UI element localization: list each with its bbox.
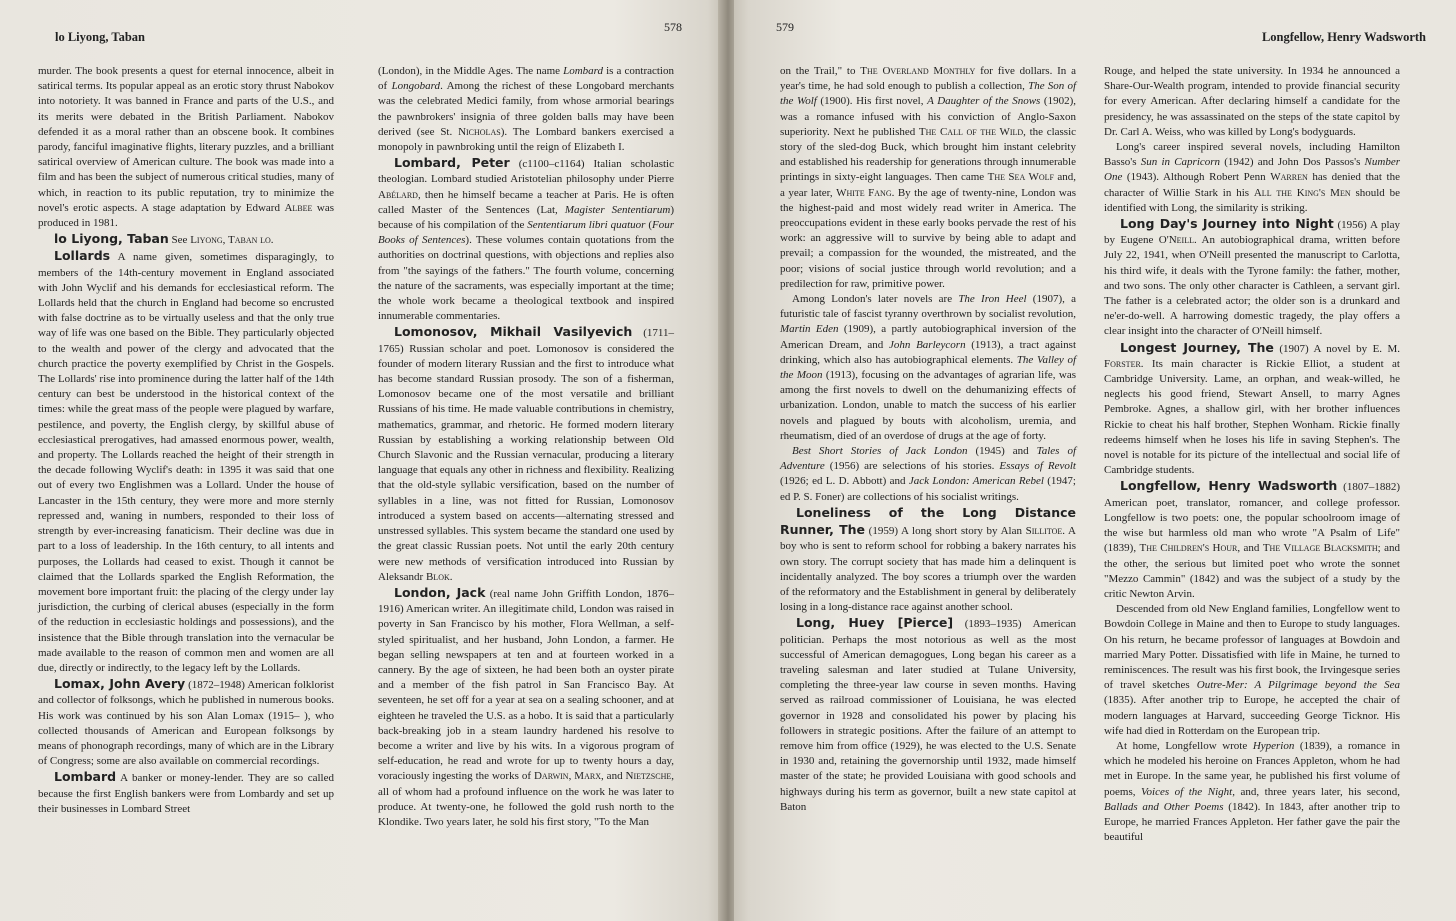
continued-text: Rouge, and helped the state university. In 1934 he announced a Share-Our-Wealth program, intended to provide financial security for every American. After declaring himself a candidate for the presidency, he was assassinated on the steps of the state capitol by Dr. Carl A. Weiss, who was killed by Long's bodyguards. <box>1104 65 1400 138</box>
entry-headword: Long Day's Journey into Night <box>1120 216 1334 232</box>
continued-text: murder. The book presents a quest for eternal innocence, albeit in satirical terms. Its popular appeal as an erotic story thrust Nabokov into notoriety. It was banned in France and parts of the U.S., and its merits were debated in the British Parliament. Nabokov defended it as a moral rather than an obscene book. It combines parody, fanciful imaginative flights, literary puzzles, and a brilliant satirical overview of American culture. The book was made into a film and has been the subject of numerous critical studies, many of which, in reaction to its public reputation, try to minimize the novel's erotic aspects. A stage adaptation by Edward Albee was produced in 1981. <box>38 65 334 230</box>
running-head: Longfellow, Henry Wadsworth <box>1261 30 1426 44</box>
continued-text: (London), in the Middle Ages. The name Lombard is a contraction of Longobard. Among the richest of these Longobard merchants was the celebrated Medici family, from whose armorial bearings the pawnbrokers' insignia of three golden balls may have been derived (see St. Nicholas). The Lombard bankers exercised a monopoly in pawnbroking until the reign of Elizabeth I. <box>378 65 674 154</box>
entry-body: A name given, sometimes disparagingly, to members of the 14th-century movement in England associated with John Wyclif and his demands for ecclesiastical reform. The Lollards held that the church in England had become so encrusted with false doctrine as to be virtually useless and that the only true way of life was one based on the Bible. They particularly objected to the wealth and power of the clergy and advocated that the church practice the poverty exemplified by Christ in the Gospels. The Lollards' rise into prominence during the latter half of the 14th century can best be understood in the historical context of the times: while the great mass of the people were plagued by warfare, pestilence, and poverty, the English clergy, by skillful abuse of ecclesiastical prerogatives, had amassed enormous power, wealth, and property. The Lollards reached the height of their strength in the decade following Wyclif's death: in 1395 it was said that one out of every two Englishmen was a Lollard. Under the house of Lancaster in the 15th century, they were more and more sternly repressed and, waning in numbers, responded to their loss of strength by ever-increasing fanaticism. Their decline was due in part to a loss of leadership. In the 16th century, to all intents and purposes, the Lollards had ceased to exist. Though it cannot be claimed that the Lollards sparked the English Reformation, the movement bore important fruit: the placing of the clergy under lay jurisdiction, the curbing of clerical abuses (especially in the form of the reduction in ecclesiastic holdings and possessions), and the insistence that the Bible through translation into the vernacular be made available to the reason of common men and women are all due, directly or indirectly, to the legacy left by the Lollards. <box>38 251 334 674</box>
dictionary-entry <box>38 769 334 817</box>
dictionary-entry <box>378 585 674 830</box>
entry-headword: Lombard <box>54 769 117 785</box>
entry-body: (1872–1948) American folklorist and collector of folksongs, which he published in numerous books. His work was continued by his son Alan Lomax (1915– ), who collected thousands of American and European folksongs by means of phonograph recordings, many of which are in the Library of Congress; some are also available on commercial recordings. <box>38 679 334 768</box>
dictionary-entry <box>1104 340 1400 479</box>
entry-headword: London, Jack <box>394 584 486 600</box>
left-page <box>0 0 722 921</box>
entry-body: (c1100–c1164) Italian scholastic theologian. Lombard studied Aristotelian philosophy under Pierre Abélard, then he himself became a teacher at Paris. He is often called Master of the Sentences (Lat, Magister Sententiarum) because of his compilation of the Sententiarum libri quatuor (Four Books of Sentences). These volumes contain quotations from the authorities on doctrinal questions, with objections and replies also from "the sayings of the fathers." The fourth volume, concerning the nature of the sacraments, was especially important at the time; the whole work became a theological textbook and inspired innumerable commentaries. <box>378 158 674 323</box>
entry-headword: Longest Journey, The <box>1120 339 1274 355</box>
entry-headword: Loneliness of the Long Distance Runner, The <box>780 504 1076 538</box>
dictionary-entry <box>1104 216 1400 340</box>
running-head: lo Liyong, Taban <box>55 30 145 44</box>
entry-body: (1959) A long short story by Alan Sillitoe. A boy who is sent to reform school for robbing a bakery narrates his own story. The corrupt society that has made him a delinquent is incidentally analyzed. The boy scores a triumph over the warden of the reformatory and the Establishment in general by deliberately losing in a long-distance race against another school. <box>780 525 1076 614</box>
entry-body: (1711–1765) Russian scholar and poet. Lomonosov is considered the founder of modern literary Russian and the first to introduce what has become standard Russian prosody. The son of a fisherman, Lomonosov became one of the most versatile and brilliant Russians of his time. He made valuable contributions in chemistry, mathematics, grammar, and rhetoric. He formed modern literary Russian by establishing a working relationship between Old Church Slavonic and the Russian vernacular, producing a literary language that equals any other in richness and flexibility. Realizing that the old-style syllabic versification, based on the number of syllables in a line, was not fitted for Russian, Lomonosov introduced a system based on accents—alternating stressed and unstressed syllables. This system became the standard one used by the great classic Russian poets. Not until the early 20th century were new methods of versification introduced into Russian by Aleksandr Blok. <box>378 327 674 583</box>
entry-body: A banker or money-lender. They are so called because the first English bankers were from Lombardy and set up their businesses in Lombard Street <box>38 772 334 815</box>
entry-body: (real name John Griffith London, 1876–1916) American writer. An illegitimate child, London was raised in poverty in San Francisco by his mother, Flora Wellman, a self-styled spiritualist, and her husband, John London, a farmer. He began selling newspapers at ten and at fourteen worked in a cannery. By the age of sixteen, he had been both an oyster pirate and a member of the fish patrol in San Francisco Bay. At seventeen, he set off for a year at sea on a sealing schooner, and at eighteen he traveled the U.S. as a hobo. It is said that a particularly back-breaking job in a steam laundry hardened his resolve to become a writer and live by his wits. In a vigorous program of self-education, he read and wrote for up to twenty hours a day, voraciously ingesting the works of Darwin, Marx, and Nietzsche, all of whom had a profound influence on the work he was later to produce. At twenty-one, he followed the gold rush north to the Klondike. Two years later, he sold his first story, "To the Man <box>378 587 675 828</box>
entry-body: See Liyong, Taban lo. <box>168 234 274 247</box>
entry-paragraph: Among London's later novels are The Iron Heel (1907), a futuristic tale of fascist tyranny overthrown by socialist revolution, Martin Eden (1909), a partly autobiographical inversion of the American Dream, and John Barleycorn (1913), a tract against drinking, which also has autobiographical elements. The Valley of the Moon (1913), focusing on the advantages of agrarian life, was among the first novels to dwell on the dehumanizing effects of urbanization. London, unable to match the success of his earlier novels and plagued by bouts with alcoholism, uremia, and rheumatism, died of an overdose of drugs at the age of forty. <box>780 293 1076 442</box>
entry-headword: Lomax, John Avery <box>54 676 186 692</box>
dictionary-entry <box>1104 478 1400 602</box>
dictionary-entry <box>780 505 1076 615</box>
entry-headword: Lombard, Peter <box>394 155 510 171</box>
dictionary-entry <box>378 324 674 584</box>
entry-body: (1893–1935) American politician. Perhaps the most notorious as well as the most successful of American demagogues, Long began his career as a traveling salesman and later studied at Tulane University, completing the three-year law course in seven months. Having served as railroad commissioner of Louisiana, he was elected governor in 1928 and consolidated his power by placing his followers in strategic positions. After the failure of an attempt to remove him from office (1929), he was elected to the U.S. Senate in 1930 and, retaining the governorship until 1932, made himself master of the state; he provided Louisiana with good schools and highways during his term as governor, built a new state capitol at Baton <box>780 618 1076 813</box>
dictionary-entry <box>38 231 334 248</box>
entry-headword: Long, Huey [Pierce] <box>796 615 954 631</box>
right-column-1 <box>780 64 1076 815</box>
dictionary-entry <box>38 676 334 769</box>
right-column-2 <box>1104 64 1400 845</box>
page-number: 578 <box>664 20 682 34</box>
dictionary-entry <box>38 248 334 676</box>
entry-headword: Lollards <box>54 248 111 264</box>
entry-headword: Lomonosov, Mikhail Vasilyevich <box>394 324 633 340</box>
entry-paragraph: Descended from old New England families, Longfellow went to Bowdoin College in Maine and then to Europe to study languages. On his return, he became professor of languages at Bowdoin and married Mary Potter. Dissatisfied with life in Maine, he turned to reminiscences. The result was his first book, the Irvingesque series of travel sketches Outre-Mer: A Pilgrimage beyond the Sea (1835). After another trip to Europe, he accepted the chair of modern languages at Harvard, succeeding George Ticknor. His wife had died in Rotterdam on the European trip. <box>1104 603 1401 737</box>
dictionary-entry <box>780 615 1076 815</box>
page-number: 579 <box>776 20 794 34</box>
entry-headword: lo Liyong, Taban <box>54 231 169 247</box>
left-column-2 <box>378 64 674 830</box>
left-column-1 <box>38 64 334 817</box>
entry-paragraph: Long's career inspired several novels, including Hamilton Basso's Sun in Capricorn (1942) and John Dos Passos's Number One (1943). Although Robert Penn Warren has denied that the character of Willie Stark in his All the King's Men should be identified with Long, the similarity is striking. <box>1104 141 1401 214</box>
entry-body: (1807–1882) American poet, translator, romancer, and college professor. Longfellow is two poets: one, the popular schoolroom image of the wise but harmless old man who wrote "A Psalm of Life" (1839), The Children's Hour, and The Village Blacksmith; and the other, the serious but limited poet who wrote the sonnet "Mezzo Cammin" (1842) and was the subject of a study by the critic Newton Arvin. <box>1104 481 1401 600</box>
dictionary-entry <box>378 155 674 324</box>
entry-body: (1907) A novel by E. M. Forster. Its main character is Rickie Elliot, a student at Cambridge University. Lame, an orphan, and weak-willed, he neglects his good friend, Stewart Ansell, to marry Agnes Pembroke. Agnes, a shallow girl, with her brother influences Rickie to cheat his half brother, Stephen Wonham. Rickie finally redeems himself when he loses his life in saving Stephen's. The novel is notable for its picture of the intellectual and social life of Cambridge students. <box>1104 342 1400 477</box>
entry-body: (1956) A play by Eugene O'Neill. An autobiographical drama, written before July 22, 1941, when O'Neill presented the manuscript to Carlotta, his third wife, it deals with the Tyrone family: the father, mother, and two sons. The only other character is Cathleen, a servant girl. The father is a celebrated actor; the older son is a drunkard and ne'er-do-well. A harrowing domestic tragedy, the play offers a clear insight into the character of O'Neill himself. <box>1104 219 1400 338</box>
entry-paragraph: At home, Longfellow wrote Hyperion (1839), a romance in which he modeled his heroine on Frances Appleton, whom he had met in Europe. In the same year, he published his first volume of poems, Voices of the Night, and, three years later, his second, Ballads and Other Poems (1842). In 1843, after another trip to Europe, he married Frances Appleton. Her father gave the pair the beautiful <box>1104 739 1400 844</box>
continued-text: on the Trail," to The Overland Monthly for five dollars. In a year's time, he had sold enough to publish a collection, The Son of the Wolf (1900). His first novel, A Daughter of the Snows (1902), was a romance infused with his conviction of Anglo-Saxon superiority. Next he published The Call of the Wild, the classic story of the sled-dog Buck, which brought him instant celebrity and established his readership for generations through innumerable printings in sixty-eight languages. Then came The Sea Wolf and, a year later, White Fang. By the age of twenty-nine, London was the highest-paid and most widely read writer in America. The preoccupations evident in these early books pervade the rest of his work: an aggressive will to survive by being able to adapt and prevail; a compassion for the wounded, the mistreated, and the poor; visions of social justice through world revolution; and a predilection for raw, primitive power. <box>780 65 1077 290</box>
right-page <box>734 0 1456 921</box>
entry-paragraph: Best Short Stories of Jack London (1945) and Tales of Adventure (1956) are selections of his stories. Essays of Revolt (1926; ed L. D. Abbott) and Jack London: American Rebel (1947; ed P. S. Foner) are collections of his socialist writings. <box>780 445 1076 503</box>
entry-headword: Longfellow, Henry Wadsworth <box>1120 478 1338 494</box>
